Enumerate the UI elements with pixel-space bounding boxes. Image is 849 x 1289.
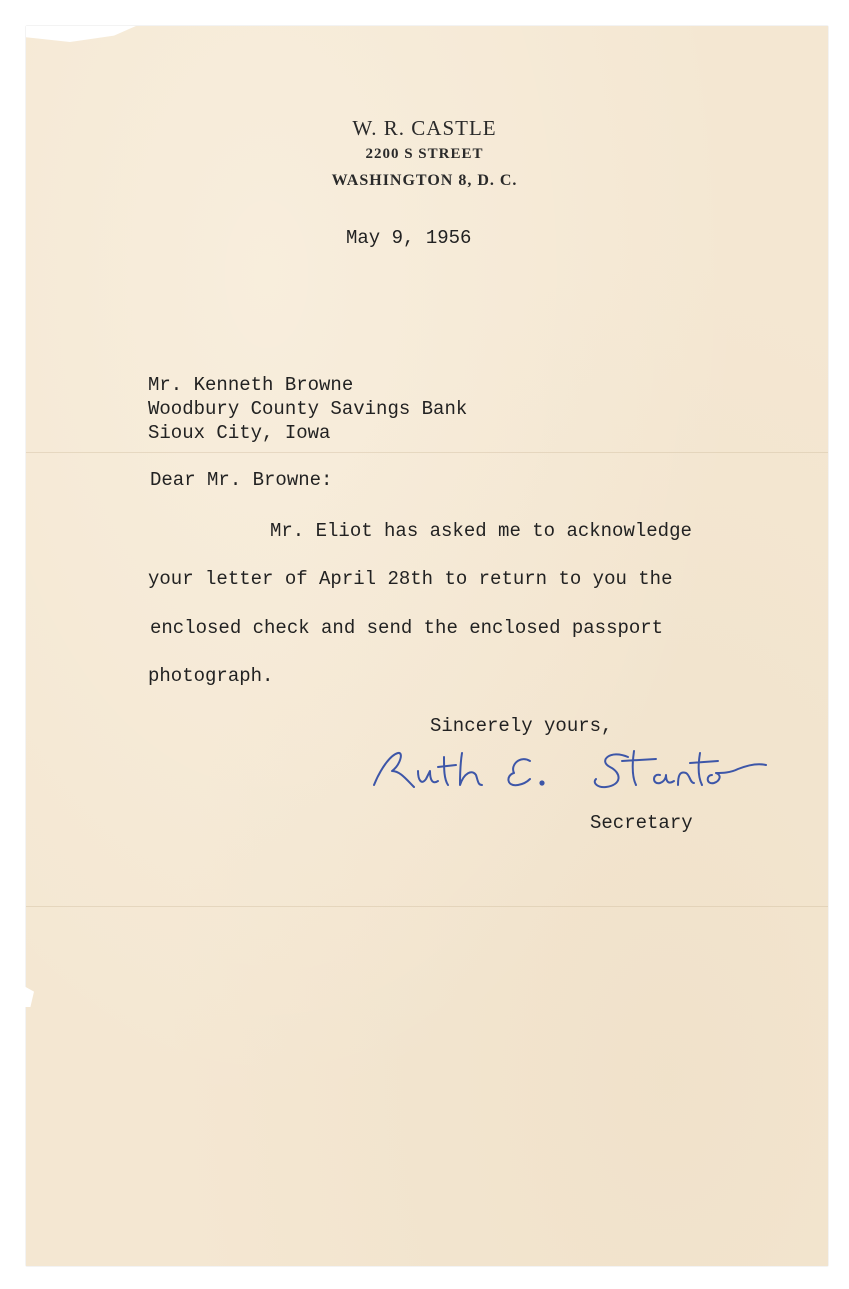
paper-fold-line: [26, 906, 828, 907]
body-line: photograph.: [148, 665, 274, 687]
handwritten-signature: [360, 735, 780, 805]
closing: Sincerely yours,: [430, 715, 613, 737]
letter-paper: [26, 26, 828, 1266]
salutation: Dear Mr. Browne:: [150, 469, 333, 491]
recipient-organization: Woodbury County Savings Bank: [148, 398, 468, 420]
recipient-name: Mr. Kenneth Browne: [148, 374, 354, 396]
letterhead-city: WASHINGTON 8, D. C.: [331, 172, 518, 189]
body-line: Mr. Eliot has asked me to acknowledge: [270, 520, 692, 542]
letterhead-name: W. R. CASTLE: [352, 116, 497, 140]
letter-date: May 9, 1956: [346, 227, 472, 249]
paper-fold-line: [26, 452, 828, 453]
body-line: your letter of April 28th to return to you the: [148, 568, 673, 590]
letterhead-street: 2200 S STREET: [365, 146, 484, 162]
recipient-location: Sioux City, Iowa: [148, 422, 331, 444]
signer-title: Secretary: [590, 812, 693, 834]
body-line: enclosed check and send the enclosed passport: [150, 617, 664, 639]
